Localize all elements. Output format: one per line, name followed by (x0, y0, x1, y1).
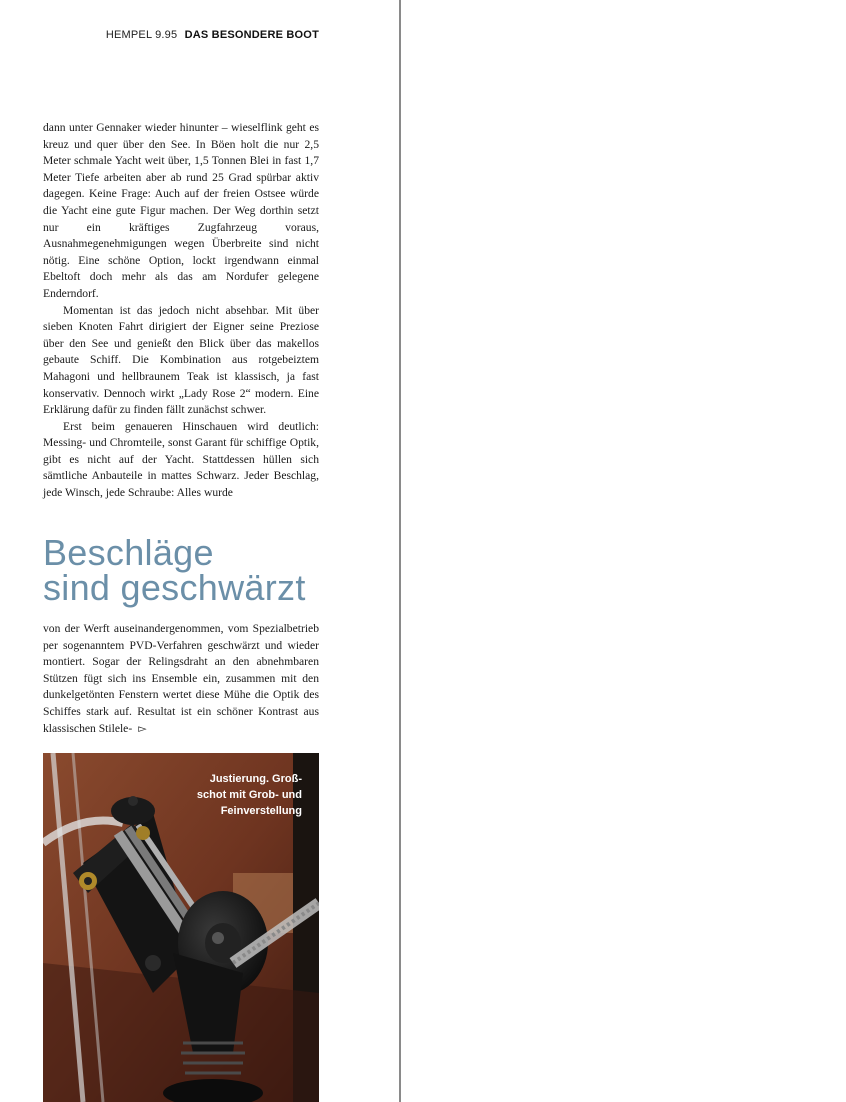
caption-line-1: Justierung. Groß- (209, 773, 302, 785)
subheading-line-2: sind geschwärzt (43, 567, 306, 608)
paragraph: dann unter Gennaker wieder hinunter – wieselflink geht es kreuz und quer über den See. In Böen holt die nur 2,5 Meter schmale Yacht weit über, 1,5 Tonnen Blei in fast 1,7 Meter Tiefe arbeiten aber ab rund 25 Grad spürbar aktiv dagegen. Keine Frage: Auch auf der freien Ostsee würde die Yacht eine gute Figur machen. Der Weg dorthin setzt nur ein kräftiges Zugfahrzeug voraus, Ausnahmegenehmigungen wegen Überbreite sind nicht nötig. Eine schöne Option, lockt irgendwann einmal Ebeltoft doch mehr als das am Nordufer gelegene Enderndorf. (43, 121, 319, 300)
paragraph-text: von der Werft auseinandergenommen, vom Spezialbetrieb per sogenanntem PVD-Verfahren geschwärzt und wieder montiert. Sogar der Relingsdraht an den abnehmbaren Stützen fügt sich ins Ensemble ein, zusammen mit den dunkelgetönten Fenstern wertet diese Mühe die Optik des Schiffes stark auf. Resultat ist ein schöner Kontrast aus klassischen Stilele- (43, 622, 319, 735)
paragraph (43, 621, 319, 737)
subheading-line-1: Beschläge (43, 532, 214, 573)
photo-caption (152, 771, 302, 819)
paragraph: Momentan ist das jedoch nicht absehbar. Mit über sieben Knoten Fahrt dirigiert der Eigner seine Preziose über den See und genießt den Blick über das makellos gebaute Schiff. Die Kombination aus rotgebeiztem Mahagoni und hellbraunem Teak ist klassisch, ja fast konservativ. Dennoch wirkt „Lady Rose 2“ modern. Eine Erklärung dafür zu finden fällt zunächst schwer. (43, 303, 319, 417)
caption-line-3: Feinverstellung (220, 805, 302, 817)
paragraph: Erst beim genaueren Hinschauen wird deutlich: Messing- und Chromteile, sonst Garant für schiffige Optik, gibt es nicht auf der Yacht. Stattdessen hüllen sich sämtliche Anbauteile in mattes Schwarz. Jeder Beschlag, jede Winsch, jede Schraube: Alles wurde (43, 419, 319, 500)
photo-mainsheet-block (43, 753, 319, 1102)
caption-line-2: schot mit Grob- und (196, 789, 302, 801)
issue-label: HEMPEL 9.95 (105, 29, 178, 41)
continue-arrow-icon: ▻ (138, 721, 147, 735)
running-header (0, 29, 319, 41)
section-label: DAS BESONDERE BOOT (184, 29, 319, 41)
body-column-bottom (43, 621, 319, 737)
subheading (43, 532, 403, 608)
body-column-top (43, 120, 319, 502)
